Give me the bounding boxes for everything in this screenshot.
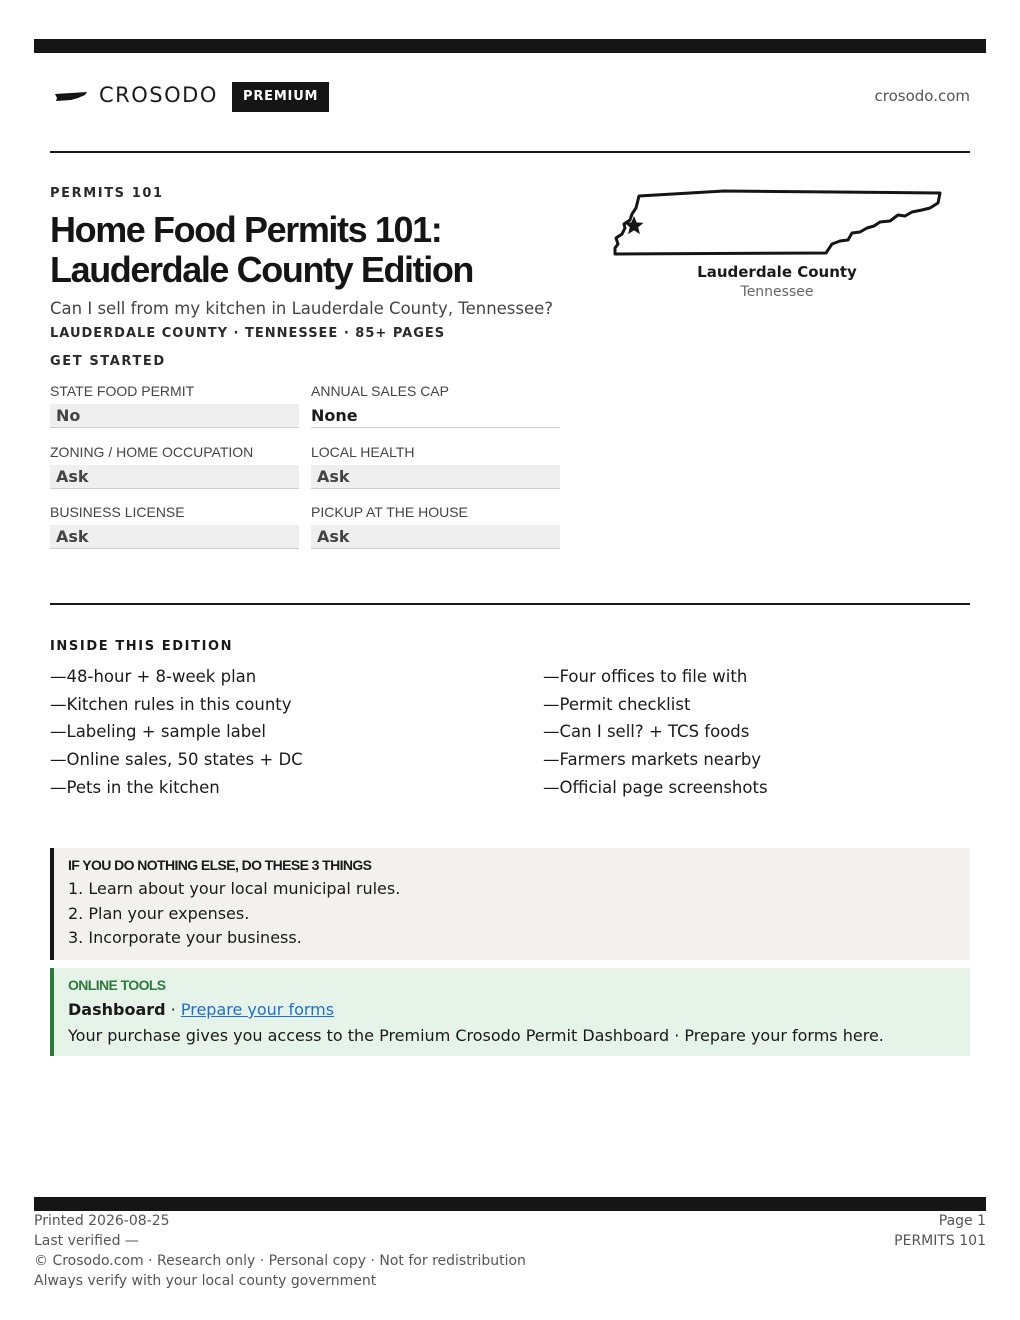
field-annual-sales-cap	[311, 381, 560, 428]
field-label: ZONING / HOME OCCUPATION	[50, 444, 254, 460]
list-item: —Kitchen rules in this county	[50, 694, 292, 714]
field-label: BUSINESS LICENSE	[50, 504, 185, 520]
footer-left	[34, 1211, 526, 1291]
tools-description: Your purchase gives you access to the Premium Crosodo Permit Dashboard · Prepare your forms here.	[68, 1026, 884, 1045]
field-label: STATE FOOD PERMIT	[50, 383, 195, 399]
field-value: None	[311, 404, 560, 428]
page-title	[50, 210, 610, 290]
prepare-forms-link[interactable]: Prepare your forms	[180, 1000, 335, 1019]
field-value: No	[50, 404, 299, 428]
contents-list-left	[50, 666, 490, 804]
map-state-label: Tennessee	[740, 284, 814, 300]
get-started-heading: GET STARTED	[50, 354, 166, 369]
section-eyebrow: PERMITS 101	[50, 186, 164, 201]
field-label: ANNUAL SALES CAP	[311, 383, 449, 399]
bottom-rule-bar	[34, 1197, 986, 1211]
field-value: Ask	[311, 465, 560, 489]
map-county-label: Lauderdale County	[697, 263, 857, 281]
field-pickup-at-house	[311, 502, 560, 549]
field-label: LOCAL HEALTH	[311, 444, 415, 460]
header-divider	[50, 151, 970, 153]
field-label: PICKUP AT THE HOUSE	[311, 504, 468, 520]
callout-heading: IF YOU DO NOTHING ELSE, DO THESE 3 THINGS	[68, 857, 372, 873]
steps-list	[68, 877, 970, 951]
title-line-1: Home Food Permits 101:	[50, 209, 442, 250]
page-number: Page 1	[938, 1213, 986, 1229]
last-verified: Last verified —	[34, 1233, 139, 1249]
footer-section: PERMITS 101	[894, 1233, 986, 1249]
printed-date: Printed 2026-08-25	[34, 1213, 170, 1229]
list-item: —Labeling + sample label	[50, 722, 266, 742]
title-line-2: Lauderdale County Edition	[50, 249, 474, 290]
list-item: —Four offices to file with	[543, 667, 748, 686]
copyright: © Crosodo.com · Research only · Personal copy · Not for redistribution	[34, 1253, 526, 1269]
tennessee-silhouette-icon	[54, 89, 88, 103]
field-value: Ask	[50, 525, 299, 549]
field-value: Ask	[50, 465, 299, 489]
inside-heading: INSIDE THIS EDITION	[50, 639, 234, 654]
contents-list-right	[543, 666, 983, 804]
edition-meta: LAUDERDALE COUNTY · TENNESSEE · 85+ PAGES	[50, 326, 446, 341]
site-url[interactable]: crosodo.com	[874, 87, 970, 105]
tennessee-map-icon	[612, 186, 944, 260]
brand-name: CROSODO	[99, 83, 218, 107]
page-subtitle: Can I sell from my kitchen in Lauderdale County, Tennessee?	[50, 299, 554, 318]
list-item: 2. Plan your expenses.	[68, 903, 250, 923]
must-do-callout	[50, 848, 970, 960]
section-divider	[50, 603, 970, 605]
list-item: 3. Incorporate your business.	[68, 928, 302, 948]
field-local-health	[311, 442, 560, 489]
separator: ·	[165, 1000, 181, 1019]
footer-right	[894, 1211, 986, 1251]
county-star-icon	[625, 216, 644, 234]
field-state-food-permit	[50, 381, 299, 428]
list-item: —Permit checklist	[543, 694, 691, 714]
list-item: —Can I sell? + TCS foods	[543, 722, 750, 742]
list-item: —Official page screenshots	[543, 777, 768, 797]
field-business-license	[50, 502, 299, 549]
field-zoning	[50, 442, 299, 489]
top-rule-bar	[34, 39, 986, 53]
list-item: 1. Learn about your local municipal rules.	[68, 879, 401, 898]
list-item: —48-hour + 8-week plan	[50, 667, 257, 686]
disclaimer: Always verify with your local county government	[34, 1273, 377, 1289]
dashboard-label: Dashboard	[68, 1000, 166, 1019]
online-tools-callout	[50, 968, 970, 1056]
field-value: Ask	[311, 525, 560, 549]
premium-badge: PREMIUM	[232, 82, 329, 112]
dashboard-line	[68, 1000, 970, 1020]
list-item: —Pets in the kitchen	[50, 777, 220, 797]
page-header	[50, 80, 970, 114]
list-item: —Farmers markets nearby	[543, 750, 762, 770]
list-item: —Online sales, 50 states + DC	[50, 750, 303, 770]
callout-heading: ONLINE TOOLS	[68, 977, 166, 993]
